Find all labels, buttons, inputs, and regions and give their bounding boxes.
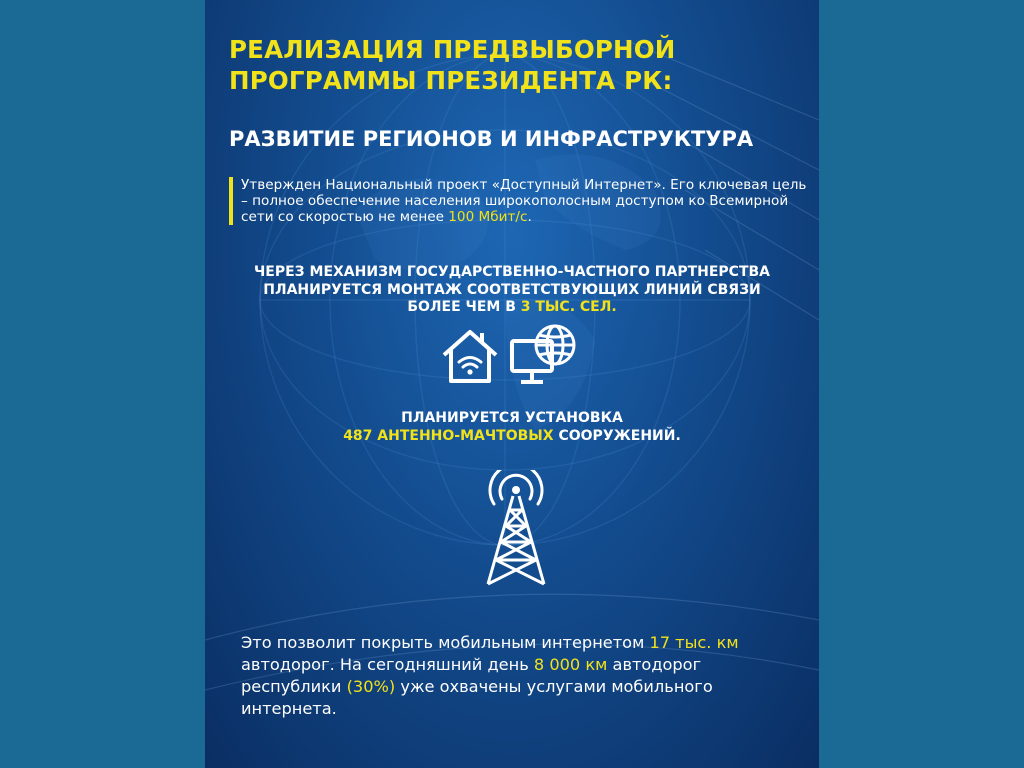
- bottom-km-highlight: 17 тыс. км: [649, 633, 739, 652]
- bottom-text-2: автодорог. На сегодняшний день: [241, 655, 534, 674]
- intro-paragraph: [229, 177, 811, 225]
- page-subtitle: РАЗВИТИЕ РЕГИОНОВ И ИНФРАСТРУКТУРА: [229, 127, 754, 151]
- intro-speed-highlight: 100 Мбит/с: [448, 209, 528, 225]
- bottom-text-4: уже охвачены услугами мобильного интернета.: [241, 677, 713, 718]
- house-wifi-icon: [441, 327, 499, 385]
- antenna-count-highlight: 487 АНТЕННО-МАЧТОВЫХ: [343, 427, 554, 444]
- ppp-line-3-start: БОЛЕЕ ЧЕМ В: [407, 299, 521, 315]
- radio-tower-icon: [480, 470, 552, 588]
- ppp-line-2: ПЛАНИРУЕТСЯ МОНТАЖ СООТВЕТСТВУЮЩИХ ЛИНИЙ СВЯЗИ: [263, 281, 761, 298]
- bottom-text-1: Это позволит покрыть мобильным интернетом: [241, 633, 650, 652]
- bottom-paragraph: [241, 632, 801, 720]
- antenna-statement: [205, 410, 819, 445]
- ppp-line-3: [205, 299, 819, 317]
- ppp-line-1: ЧЕРЕЗ МЕХАНИЗМ ГОСУДАРСТВЕННО-ЧАСТНОГО ПАРТНЕРСТВА: [253, 264, 770, 280]
- antenna-line-2: [205, 428, 819, 446]
- monitor-globe-icon: [509, 323, 579, 387]
- bottom-percent-highlight: (30%): [346, 677, 396, 696]
- ppp-villages-highlight: 3 ТЫС. СЕЛ.: [520, 299, 617, 315]
- intro-text: Утвержден Национальный проект «Доступный Интернет». Его ключевая цель – полное обеспечение населения широкополосным доступом ко Всемирной сети со скоростью не менее: [241, 177, 807, 225]
- page-title-line-2: ПРОГРАММЫ ПРЕЗИДЕНТА РК:: [229, 66, 673, 95]
- intro-end: .: [527, 209, 532, 225]
- antenna-line-1: ПЛАНИРУЕТСЯ УСТАНОВКА: [401, 410, 623, 426]
- bottom-text-3: автодорог республики: [241, 655, 702, 696]
- infographic-poster: [205, 0, 819, 768]
- page-title-line-1: РЕАЛИЗАЦИЯ ПРЕДВЫБОРНОЙ: [229, 35, 676, 64]
- ppp-statement: [205, 264, 819, 317]
- bottom-covered-km-highlight: 8 000 км: [533, 655, 608, 674]
- antenna-line-2-end: СООРУЖЕНИЙ.: [553, 427, 681, 444]
